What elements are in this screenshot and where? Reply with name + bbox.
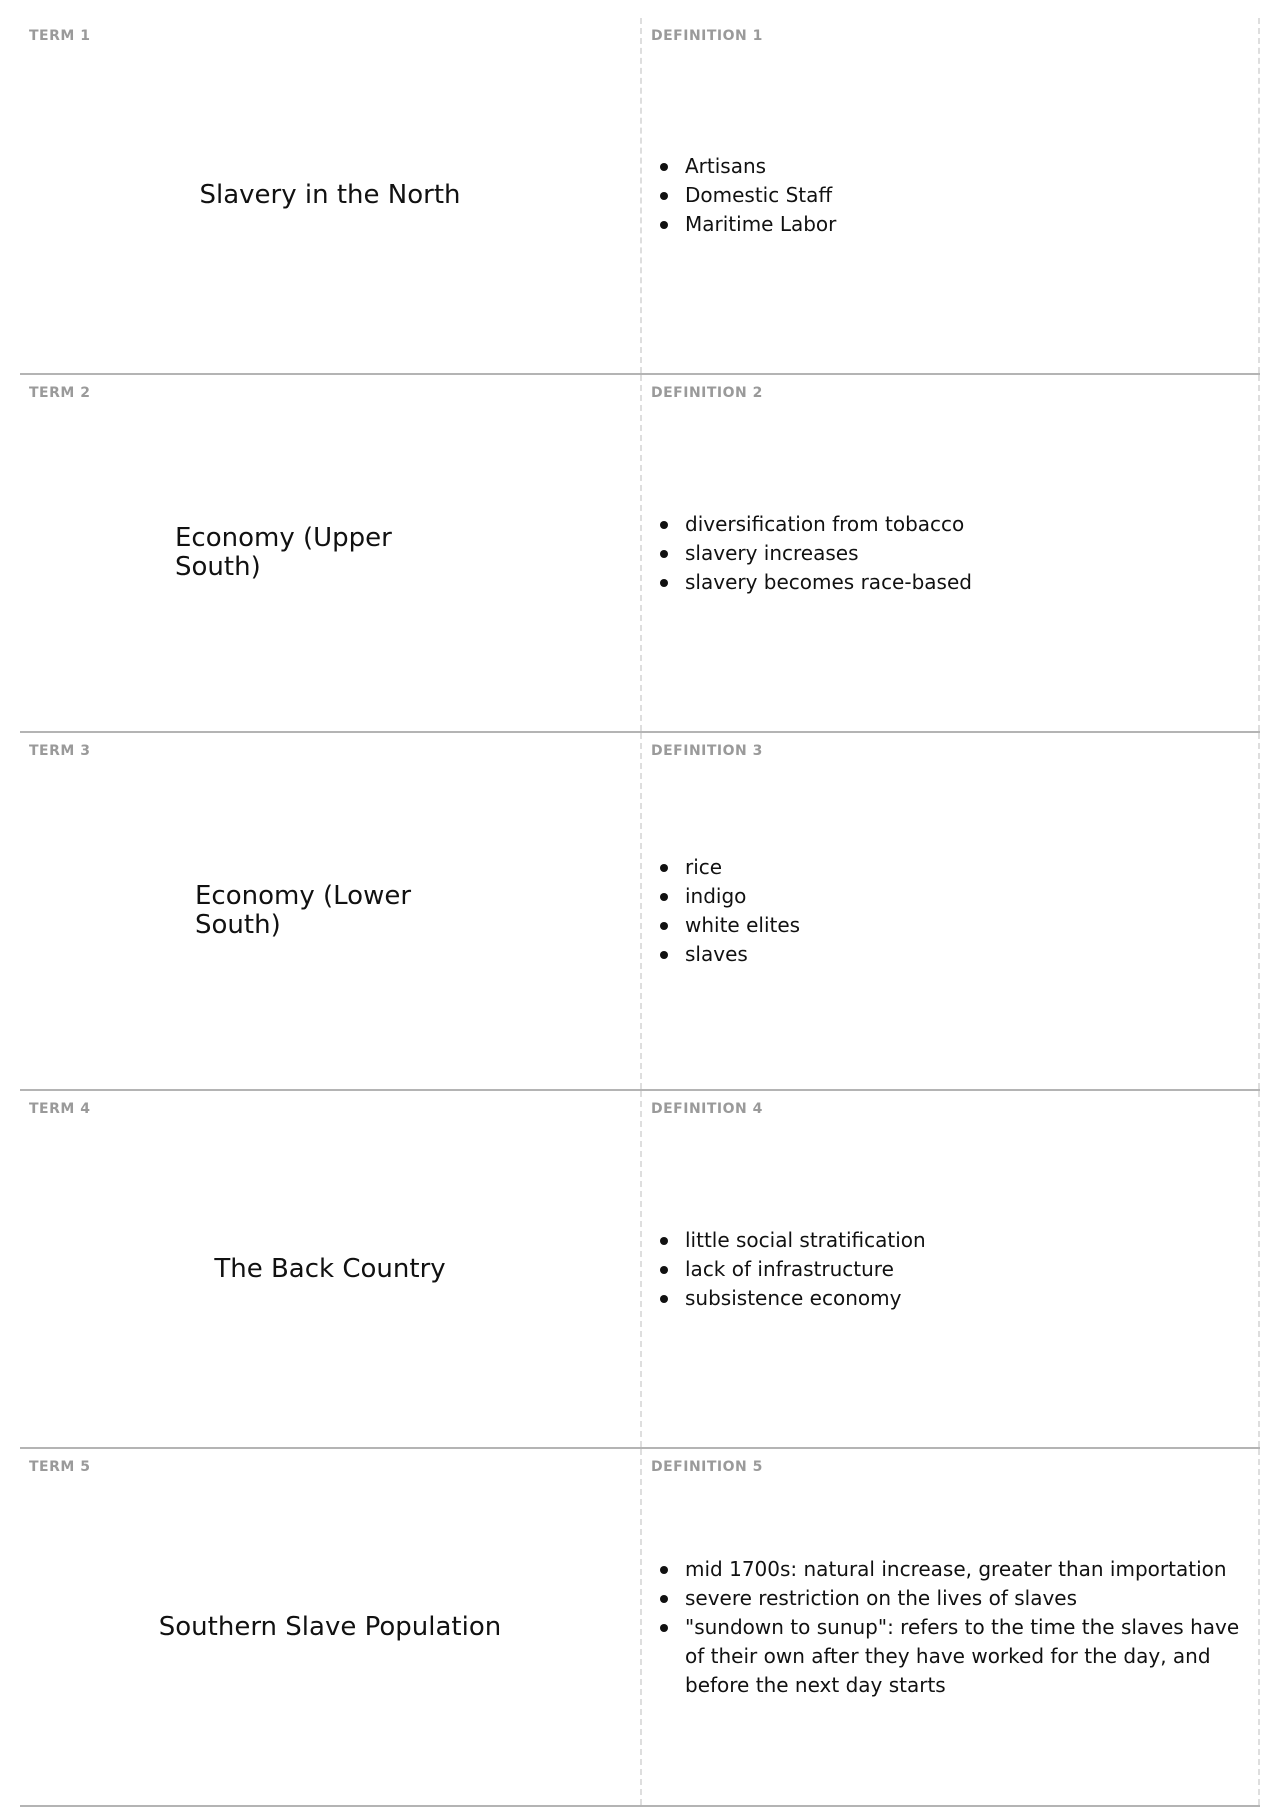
definition-cell — [642, 1091, 1260, 1447]
term-cell — [20, 375, 642, 731]
flashcard-row — [20, 733, 1260, 1091]
term-cell — [20, 1091, 642, 1447]
term-cell — [20, 18, 642, 373]
flashcard-row — [20, 1449, 1260, 1807]
definition-item: white elites — [685, 911, 800, 940]
definition-cell — [642, 1449, 1260, 1805]
definition-cell — [642, 375, 1260, 731]
definition-item: "sundown to sunup": refers to the time the slaves have of their own after they have worked for the day, and before the next day starts — [685, 1613, 1248, 1700]
definition-item: Artisans — [685, 152, 836, 181]
definition-label: DEFINITION 1 — [651, 28, 763, 44]
definition-item: rice — [685, 853, 800, 882]
definition-list — [642, 510, 972, 597]
term-text: Slavery in the North — [199, 180, 461, 210]
term-label: TERM 3 — [29, 743, 91, 759]
term-label: TERM 1 — [29, 28, 91, 44]
definition-item: subsistence economy — [685, 1284, 926, 1313]
definition-cell — [642, 733, 1260, 1089]
term-label: TERM 5 — [29, 1459, 91, 1475]
term-text: Economy (Lower South) — [195, 881, 412, 940]
definition-item: severe restriction on the lives of slaves — [685, 1584, 1248, 1613]
definition-label: DEFINITION 4 — [651, 1101, 763, 1117]
flashcard-row — [20, 1091, 1260, 1449]
term-label: TERM 4 — [29, 1101, 91, 1117]
definition-cell — [642, 18, 1260, 373]
definition-item: Maritime Labor — [685, 210, 836, 239]
term-cell — [20, 733, 642, 1089]
term-label: TERM 2 — [29, 385, 91, 401]
definition-item: slavery becomes race-based — [685, 568, 972, 597]
flashcard-row — [20, 375, 1260, 733]
flashcard-sheet — [20, 18, 1260, 1807]
definition-item: little social stratification — [685, 1226, 926, 1255]
definition-label: DEFINITION 5 — [651, 1459, 763, 1475]
definition-list — [642, 1226, 926, 1313]
term-text: The Back Country — [214, 1253, 446, 1284]
definition-list — [642, 1555, 1248, 1700]
definition-item: Domestic Staff — [685, 181, 836, 210]
definition-item: mid 1700s: natural increase, greater than importation — [685, 1555, 1248, 1584]
definition-list — [642, 152, 836, 239]
definition-item: diversification from tobacco — [685, 510, 972, 539]
definition-item: lack of infrastructure — [685, 1255, 926, 1284]
definition-label: DEFINITION 2 — [651, 385, 763, 401]
definition-label: DEFINITION 3 — [651, 743, 763, 759]
definition-item: indigo — [685, 882, 800, 911]
definition-list — [642, 853, 800, 969]
term-text: Southern Slave Population — [158, 1611, 502, 1642]
definition-item: slaves — [685, 940, 800, 969]
definition-item: slavery increases — [685, 539, 972, 568]
term-text: Economy (Upper South) — [175, 523, 392, 582]
term-cell — [20, 1449, 642, 1805]
flashcard-row — [20, 18, 1260, 375]
